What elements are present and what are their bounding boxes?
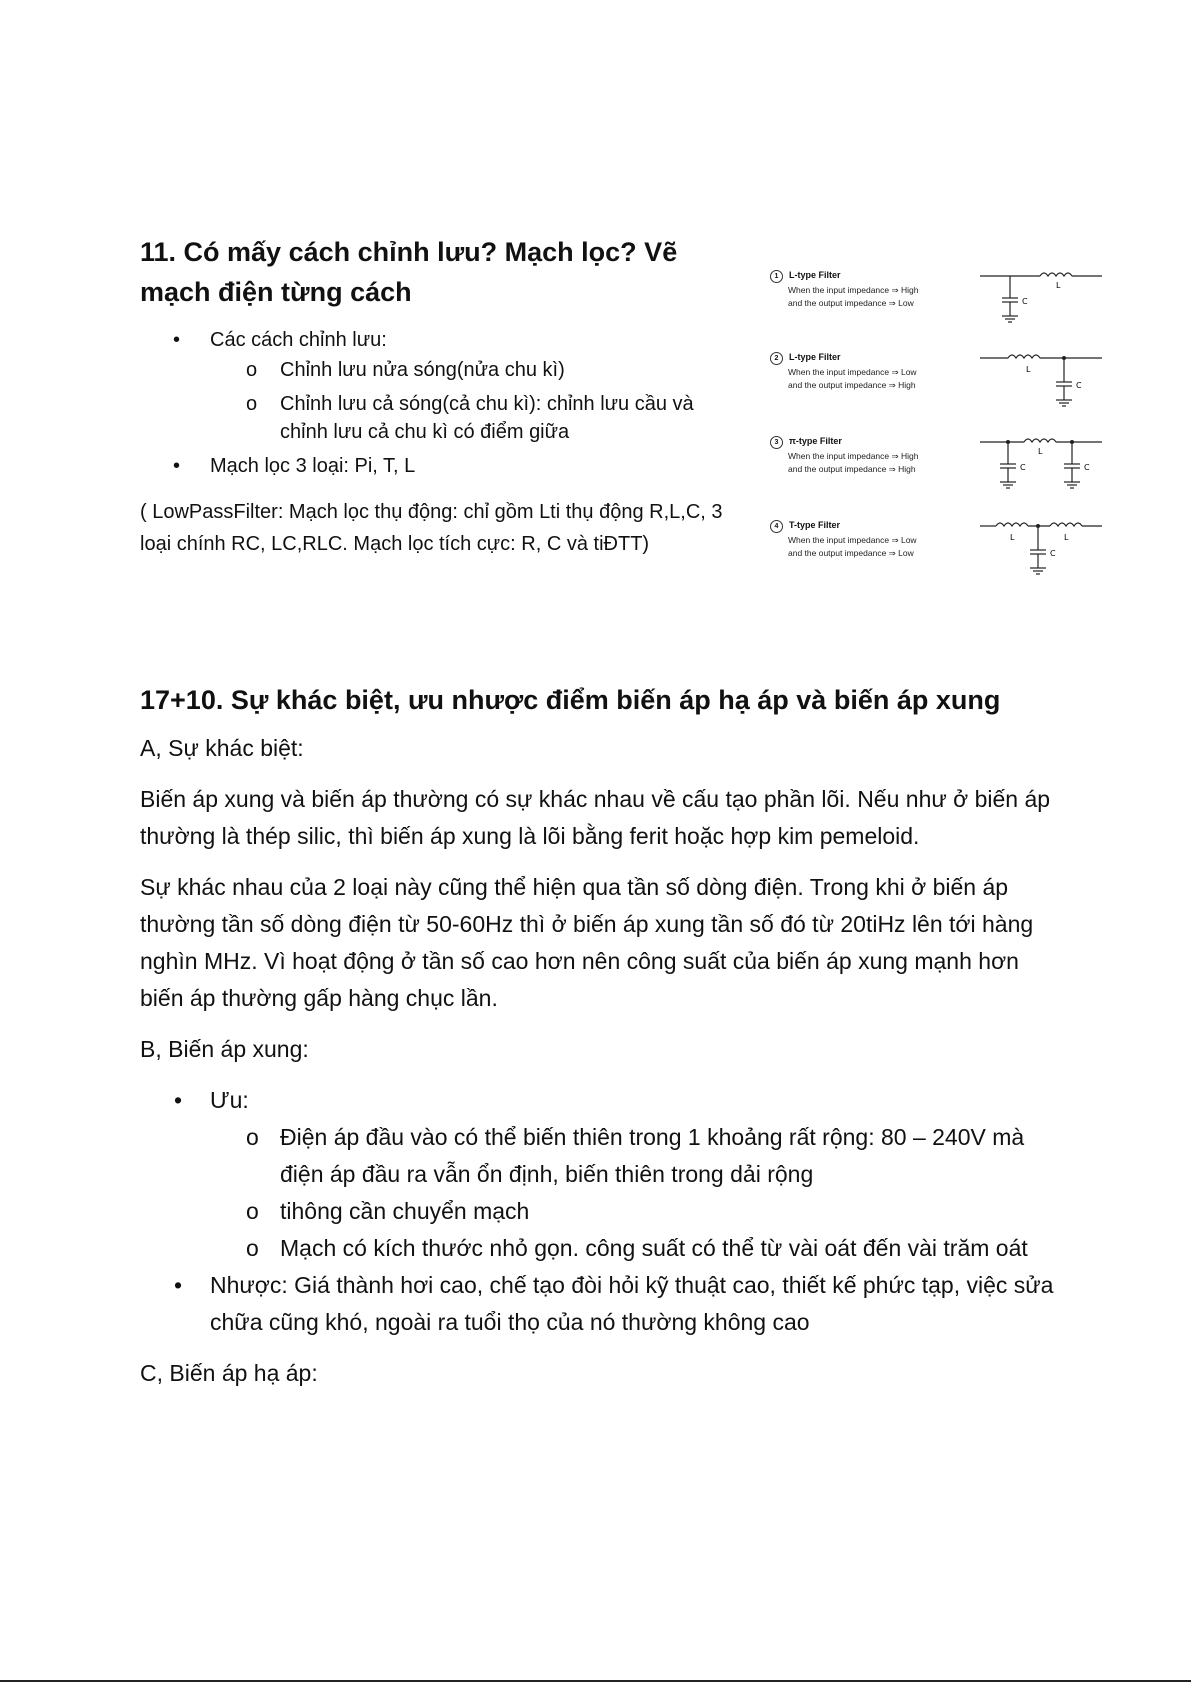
section-title-transformers: 17+10. Sự khác biệt, ưu nhược điểm biến áp hạ áp và biến áp xung <box>140 685 1001 715</box>
svg-text:C: C <box>1020 463 1026 472</box>
section-rectifier <box>140 232 740 560</box>
svg-text:C: C <box>1050 549 1056 558</box>
advantages-label: Ưu: <box>210 1087 249 1113</box>
l-type-filter-circuit-icon <box>980 348 1105 414</box>
section-title-rectifier: 11. Có mấy cách chỉnh lưu? Mạch lọc? Vẽ mạch điện từng cách <box>140 237 678 307</box>
filter-number: 2 <box>770 352 783 365</box>
filter-name: L-type Filter <box>789 270 841 280</box>
sublist-item: o Chỉnh lưu nửa sóng(nửa chu kì) <box>140 356 740 384</box>
filter-desc-line: and the output impedance ⇒ Low <box>788 548 914 558</box>
list-item: • Mạch lọc 3 loại: Pi, T, L <box>140 452 740 480</box>
svg-text:L: L <box>1056 281 1061 290</box>
paragraph: Biến áp xung và biến áp thường có sự khác nhau về cấu tạo phần lõi. Nếu như ở biến áp thường là thép silic, thì biến áp xung là lõi bằng ferit hoặc hợp kim pemeloid. <box>140 786 1051 849</box>
bullet-rectifier-methods: Các cách chỉnh lưu: <box>210 329 387 351</box>
subheading-stepdown-transformer: C, Biến áp hạ áp: <box>140 1360 318 1386</box>
svg-text:L: L <box>1064 533 1069 542</box>
filter-number: 4 <box>770 520 783 533</box>
svg-text:C: C <box>1022 297 1028 306</box>
page-divider <box>0 1680 1191 1682</box>
sublist-item: o Chỉnh lưu cả sóng(cả chu kì): chỉnh lưu cầu và chỉnh lưu cả chu kì có điểm giữa <box>140 390 740 446</box>
svg-text:L: L <box>1038 447 1043 456</box>
filter-desc-line: When the input impedance ⇒ High <box>788 285 919 295</box>
sublist-item: o Điện áp đầu vào có thể biến thiên trong 1 khoảng rất rộng: 80 – 240V mà điện áp đầu ra vẫn ổn định, biến thiên trong dải rộng <box>140 1119 1060 1193</box>
svg-text:L: L <box>1026 365 1031 374</box>
svg-text:L: L <box>1010 533 1015 542</box>
filter-desc-line: and the output impedance ⇒ High <box>788 464 916 474</box>
filter-row <box>770 270 1110 350</box>
filter-desc-line: When the input impedance ⇒ Low <box>788 367 917 377</box>
filter-row <box>770 436 1110 516</box>
filter-number: 1 <box>770 270 783 283</box>
t-type-filter-circuit-icon <box>980 516 1105 586</box>
section-transformers <box>140 680 1060 1406</box>
filter-row <box>770 352 1110 432</box>
filter-name: π-type Filter <box>789 436 842 446</box>
sublist-item: o tihông cần chuyển mạch <box>140 1193 1060 1230</box>
rectifier-sublist <box>210 356 740 446</box>
list-item <box>140 326 740 446</box>
subheading-pulse-transformer: B, Biến áp xung: <box>140 1036 309 1062</box>
filter-name: L-type Filter <box>789 352 841 362</box>
filter-types-figure <box>770 270 1110 600</box>
svg-text:C: C <box>1076 381 1082 390</box>
filter-desc-line: and the output impedance ⇒ High <box>788 380 916 390</box>
rectifier-list <box>140 326 740 480</box>
pi-type-filter-circuit-icon <box>980 432 1105 498</box>
subheading-differences: A, Sự khác biệt: <box>140 735 304 761</box>
list-item <box>140 1082 1060 1267</box>
paragraph: Sự khác nhau của 2 loại này cũng thể hiện qua tần số dòng điện. Trong khi ở biến áp thường tần số dòng điện từ 50-60Hz thì ở biến áp xung tần số đó từ 20tiHz lên tới hàng nghìn MHz. Vì hoạt động ở tần số cao hơn nên công suất của biến áp xung mạnh hơn biến áp thường gấp hàng chục lần. <box>140 874 1034 1011</box>
filter-desc-line: and the output impedance ⇒ Low <box>788 298 914 308</box>
filter-name: T-type Filter <box>789 520 841 530</box>
sublist-item: o Mạch có kích thước nhỏ gọn. công suất có thể từ vài oát đến vài trăm oát <box>140 1230 1060 1267</box>
filter-number: 3 <box>770 436 783 449</box>
advantages-sublist <box>210 1119 1060 1267</box>
list-item: • Nhược: Giá thành hơi cao, chế tạo đòi hỏi kỹ thuật cao, thiết kế phức tạp, việc sửa chữa cũng khó, ngoài ra tuổi thọ của nó thường không cao <box>140 1267 1060 1341</box>
filter-desc-line: When the input impedance ⇒ High <box>788 451 919 461</box>
filter-row <box>770 520 1110 600</box>
svg-text:C: C <box>1084 463 1090 472</box>
l-type-filter-circuit-icon <box>980 266 1105 332</box>
filter-desc-line: When the input impedance ⇒ Low <box>788 535 917 545</box>
lowpass-note: ( LowPassFilter: Mạch lọc thụ động: chỉ gồm Lti thụ động R,L,C, 3 loại chính RC, LC,RLC. Mạch lọc tích cực: R, C và tiĐTT) <box>140 501 723 555</box>
pulse-transformer-list <box>140 1082 1060 1341</box>
